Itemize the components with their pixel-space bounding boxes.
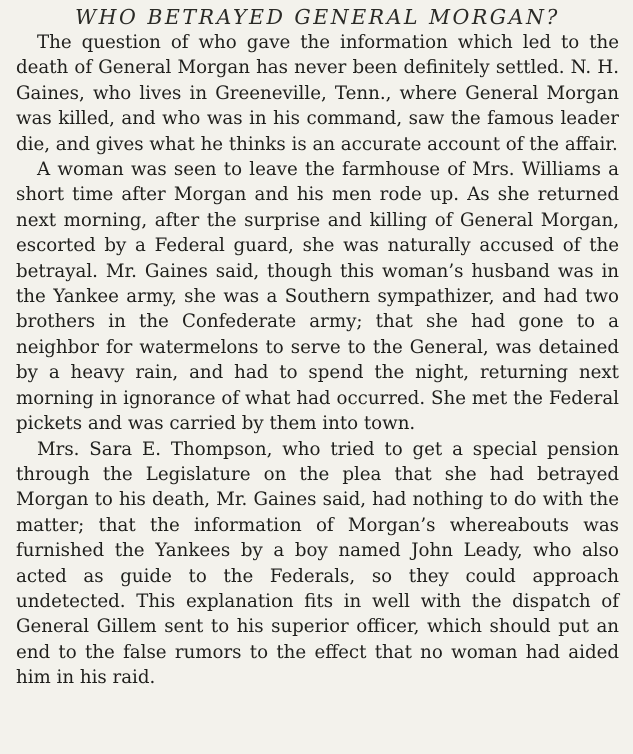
article-title: WHO BETRAYED GENERAL MORGAN? <box>75 5 560 29</box>
paragraph-2: A woman was seen to leave the farmhouse of Mrs. Williams a short time after Morgan and his men rode up. As she returned next morning, after the surprise and killing of General Morgan, escorted by a Federal guard, she was naturally accused of the betrayal. Mr. Gaines said, though this woman’s husband was in the Yankee army, she was a Southern sympathizer, and had two brothers in the Confederate army; that she had gone to a neighbor for watermelons to serve to the General, was detained by a heavy rain, and had to spend the night, returning next morning in ignorance of what had occurred. She met the Federal pickets and was carried by them into town. <box>16 159 619 435</box>
paragraph-1: The question of who gave the information which led to the death of General Morgan has never been definitely settled. N. H. Gaines, who lives in Greeneville, Tenn., where General Morgan was killed, and who was in his command, saw the famous leader die, and gives what he thinks is an accurate account of the affair. <box>16 32 619 155</box>
paragraph-3: Mrs. Sara E. Thompson, who tried to get a special pension through the Legislature on the plea that she had betrayed Morgan to his death, Mr. Gaines said, had nothing to do with the matter; that the information of Morgan’s whereabouts was furnished the Yankees by a boy named John Leady, who also acted as guide to the Federals, so they could approach undetected. This explanation fits in well with the dispatch of General Gillem sent to his superior officer, which should put an end to the false rumors to the effect that no woman had aided him in his raid. <box>16 438 619 689</box>
